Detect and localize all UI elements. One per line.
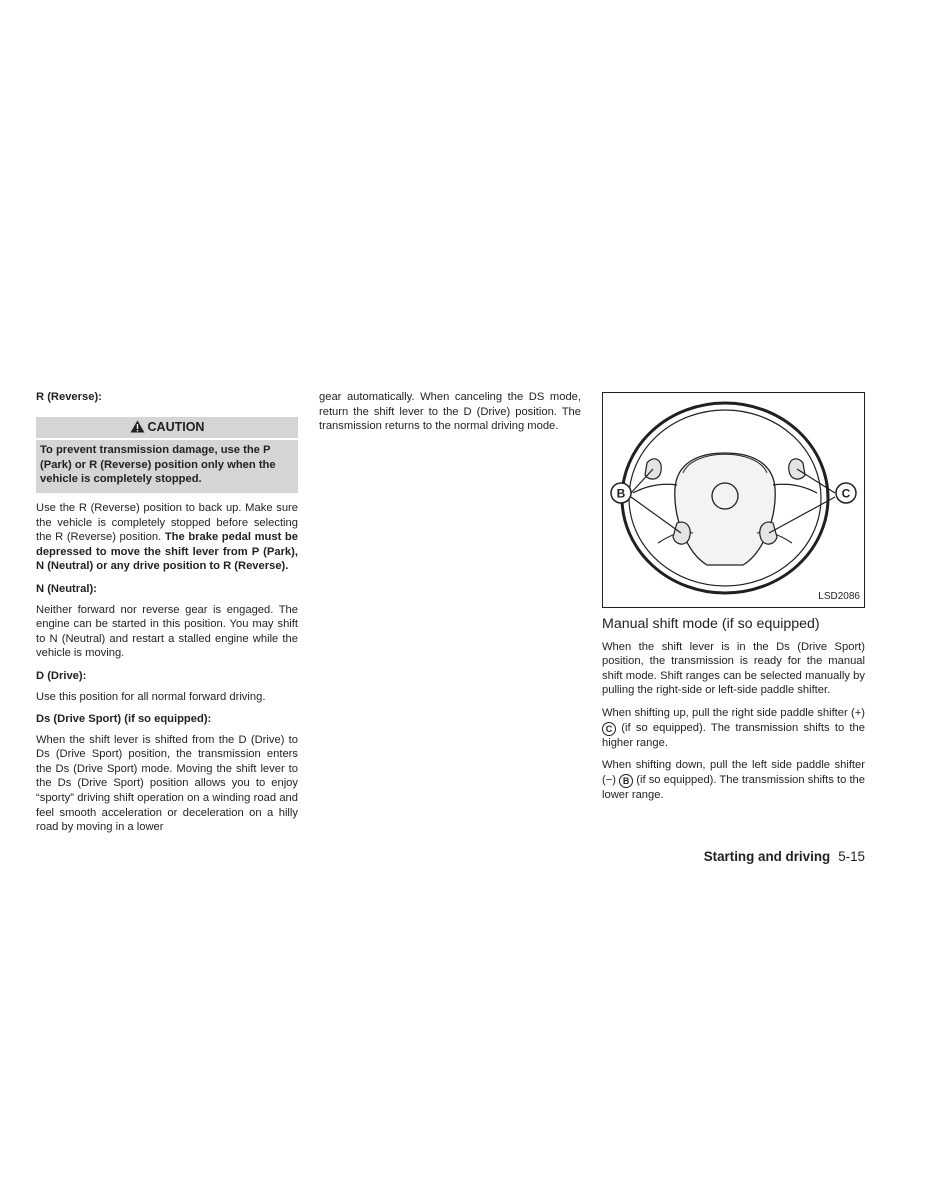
callout-c-label: C: [841, 486, 851, 501]
circle-c-icon: C: [602, 722, 616, 736]
left-column: [36, 390, 298, 843]
shift-up-text-a: When shifting up, pull the right side paddle shifter (+): [602, 706, 865, 719]
drive-heading: D (Drive):: [36, 669, 87, 682]
caution-text: To prevent transmission damage, use the P (Park) or R (Reverse) position only when the vehicle is completely stopped.: [40, 444, 276, 486]
drive-text: Use this position for all normal forward driving.: [36, 690, 266, 703]
middle-column: [319, 390, 581, 442]
ds-heading: Ds (Drive Sport) (if so equipped):: [36, 713, 212, 726]
warning-triangle-icon: [130, 420, 145, 433]
circle-b-icon: B: [619, 774, 633, 788]
steering-wheel-figure: [602, 392, 865, 608]
shift-down-paragraph: [602, 758, 865, 802]
reverse-heading: R (Reverse):: [36, 391, 102, 403]
caution-title: CAUTION: [147, 419, 205, 434]
shift-down-text-a: When shifting down, pull the left side paddle shifter (−): [602, 759, 865, 786]
reverse-text-bold: The brake pedal must be depressed to move the shift lever from P (Park), N (Neutral) or any drive position to R (Reverse).: [36, 531, 298, 573]
reverse-paragraph: [36, 501, 298, 574]
figure-code: LSD2086: [818, 591, 860, 603]
shift-down-text-b: (if so equipped). The transmission shifts to the lower range.: [602, 773, 866, 801]
footer-page-number: 5-15: [838, 849, 865, 864]
shift-up-text-b: (if so equipped). The transmission shifts to the higher range.: [602, 721, 865, 749]
neutral-heading: N (Neutral):: [36, 582, 97, 595]
ds-text: When the shift lever is shifted from the D (Drive) to Ds (Drive Sport) position, the transmission enters the Ds (Drive Sport) mode. Moving the shift lever to the Ds (Drive Sport) position allows you to enjoy “sporty” driving shift operation on a winding road and feel smooth acceleration or deceleration on a hilly road by moving in a lower: [36, 733, 298, 834]
steering-wheel-illustration: [603, 393, 864, 607]
footer-section-title: Starting and driving: [703, 849, 831, 864]
ds-continued-text: gear automatically. When canceling the DS mode, return the shift lever to the D (Drive) position. The transmission returns to the normal driving mode.: [319, 391, 581, 433]
right-column: [602, 392, 865, 810]
neutral-text: Neither forward nor reverse gear is engaged. The engine can be started in this position. You may shift to N (Neutral) and restart a stalled engine while the vehicle is moving.: [36, 603, 298, 660]
manual-shift-text: When the shift lever is in the Ds (Drive Sport) position, the transmission is ready for the manual shift mode. Shift ranges can be selected manually by pulling the right-side or left-side paddle shifter.: [602, 640, 865, 697]
reverse-text: Use the R (Reverse) position to back up. Make sure the vehicle is completely stopped before selecting the R (Reverse) position.: [36, 501, 298, 544]
shift-up-paragraph: [602, 706, 865, 750]
page-footer: [704, 849, 865, 864]
caution-box: [36, 417, 298, 493]
callout-b-label: B: [616, 486, 626, 501]
caution-title-bar: [36, 417, 298, 441]
manual-shift-heading: Manual shift mode (if so equipped): [602, 616, 820, 632]
